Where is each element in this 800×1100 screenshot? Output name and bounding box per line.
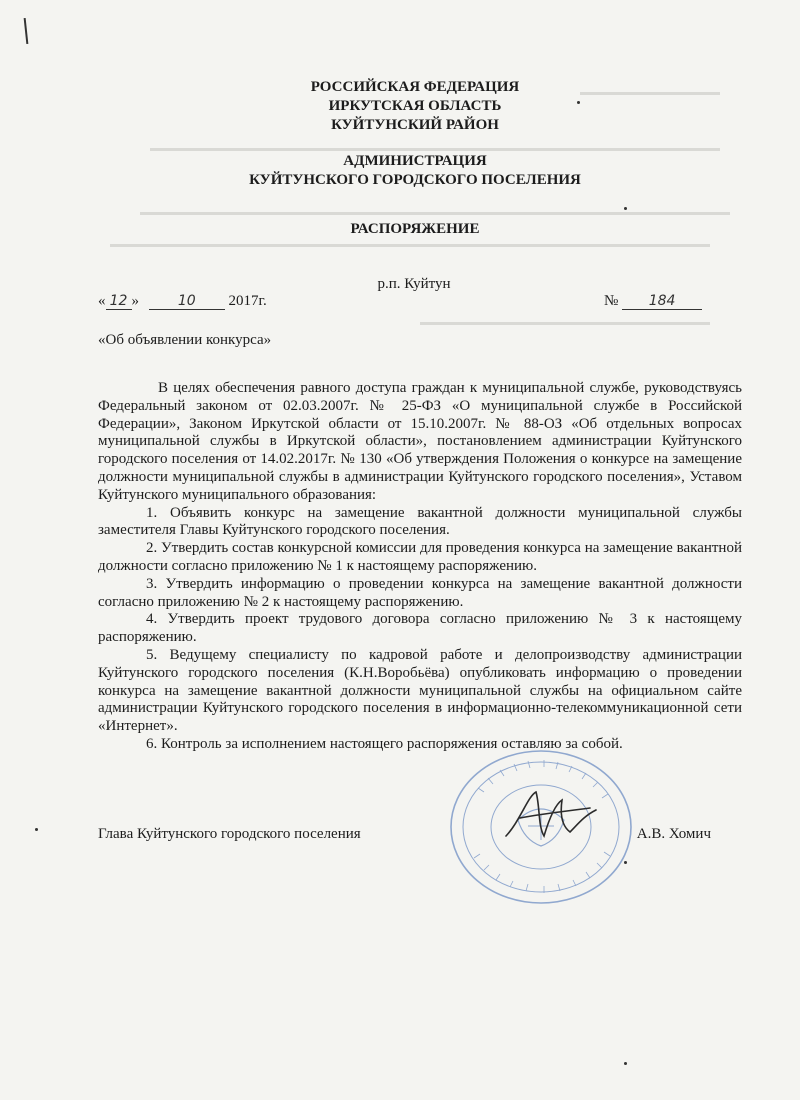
date-month: 10 — [149, 293, 225, 310]
admin-title: АДМИНИСТРАЦИЯ — [343, 153, 487, 169]
bleed-through — [420, 322, 710, 325]
scan-speck — [577, 101, 580, 104]
body-item-1: 1. Объявить конкурс на замещение вакантной должности муниципальной службы заместителя Главы Куйтунского городского поселения. — [98, 504, 742, 539]
scan-speck — [624, 207, 627, 210]
signer-name: А.В. Хомич — [636, 826, 711, 842]
header-country — [15, 78, 800, 135]
document-type: РАСПОРЯЖЕНИЕ — [350, 221, 480, 237]
body-item-3: 3. Утвердить информацию о проведении конкурса на замещение вакантной должности согласно приложению № 2 к настоящему распоряжению. — [98, 575, 742, 610]
scan-speck — [624, 1062, 627, 1065]
number-label: № — [604, 293, 619, 309]
place-of-issue: р.п. Куйтун — [377, 276, 451, 292]
body-item-6: 6. Контроль за исполнением настоящего распоряжения оставляю за собой. — [146, 735, 623, 752]
bleed-through — [110, 244, 710, 247]
header-administration — [15, 152, 800, 190]
document-number — [604, 293, 702, 310]
document-body — [98, 380, 742, 754]
date-line — [98, 293, 267, 310]
signature-block — [98, 826, 711, 843]
bleed-through — [150, 148, 720, 151]
scan-speck — [624, 861, 627, 864]
date-year: 2017г. — [228, 293, 267, 309]
body-item-4: 4. Утвердить проект трудового договора согласно приложению № 3 к настоящему распоряжению. — [98, 611, 742, 646]
bleed-through — [140, 212, 730, 215]
body-item-5: 5. Ведущему специалисту по кадровой работе и делопроизводству администрации Куйтунского городского поселения (К.Н.Воробьёва) опубликовать информацию о проведении конкурса на замещение вакантной должности муниципальной службы на официальном сайте администрации Куйтунского городского поселения в информационно-телекоммуникационной сети «Интернет». — [98, 646, 742, 735]
date-close-quote: » — [131, 293, 139, 309]
number-value: 184 — [622, 293, 702, 310]
scan-speck — [35, 828, 38, 831]
admin-subtitle: КУЙТУНСКОГО ГОРОДСКОГО ПОСЕЛЕНИЯ — [249, 172, 581, 188]
document-subject: «Об объявлении конкурса» — [98, 332, 272, 348]
body-intro: В целях обеспечения равного доступа граждан к муниципальной службе, руководствуясь Федеральный законом от 02.03.2007г. № 25-ФЗ «О муниципальной службе в Российской Федерации», Законом Иркутской области от 15.10.2007г. № 88-ОЗ «Об отдельных вопросах муниципальной службы в Иркутской области», постановлением администрации Куйтунского городского поселения от 14.02.2017г. № 130 «Об утверждения Положения о конкурсе на замещение должности муниципальной службы в администрации Куйтунского городского поселения», Уставом Куйтунского муниципального образования: — [98, 380, 742, 503]
body-item-2: 2. Утвердить состав конкурсной комиссии для проведения конкурса на замещение вакантной должности согласно приложению № 1 к настоящему распоряжению. — [98, 540, 742, 574]
header-line-raion: КУЙТУНСКИЙ РАЙОН — [331, 117, 499, 133]
header-line-federation: РОССИЙСКАЯ ФЕДЕРАЦИЯ — [310, 79, 520, 95]
date-day: 12 — [106, 293, 132, 310]
date-open-quote: « — [98, 293, 106, 309]
signer-position: Глава Куйтунского городского поселения — [98, 826, 361, 842]
header-line-oblast: ИРКУТСКАЯ ОБЛАСТЬ — [328, 98, 502, 114]
scan-artifact-mark — [24, 18, 29, 44]
